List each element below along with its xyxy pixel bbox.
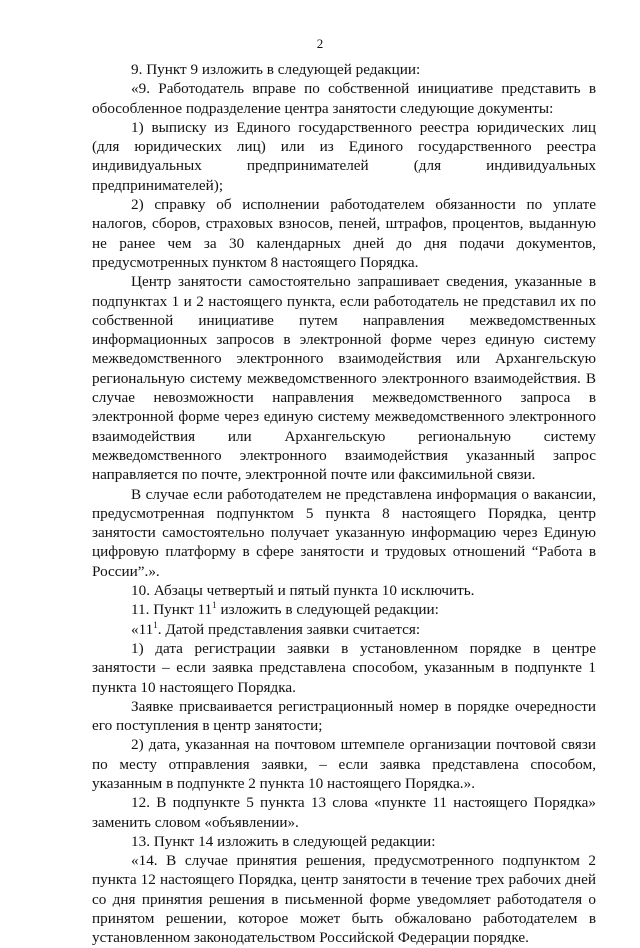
item-11-prefix: 11. Пункт 11 — [131, 601, 213, 619]
paragraph-item-12: 12. В подпункте 5 пункта 13 слова «пункте 11 настоящего Порядка» заменить словом «объявлении». — [92, 794, 596, 831]
page-number: 2 — [316, 36, 324, 51]
paragraph-item-9-heading: 9. Пункт 9 изложить в следующей редакции: — [131, 61, 421, 78]
paragraph-subitem-1: 1) выписку из Единого государственного реестра юридических лиц (для юридических лиц) или из Единого государственного реестра индивидуальных предпринимателей (для индивидуальных предпринимателей); — [92, 118, 596, 194]
paragraph-date-registration: 1) дата регистрации заявки в установленном порядке в центре занятости – если заявка представлена способом, указанным в подпункте 1 пункта 10 настоящего Порядка. — [92, 639, 596, 696]
paragraph-vacancy-info: В случае если работодателем не представлена информация о вакансии, предусмотренная подпунктом 5 пункта 8 настоящего Порядка, центр занятости самостоятельно получает указанную информацию через Единую цифровую платформу в сфере занятости и трудовых отношений “Работа в России”.». — [92, 485, 596, 580]
paragraph-item-13: 13. Пункт 14 изложить в следующей редакции: — [131, 832, 436, 850]
paragraph-item-9-text: «9. Работодатель вправе по собственной инициативе представить в обособленное подразделение центра занятости следующие документы: — [92, 80, 596, 117]
item-11-1-prefix: «11 — [131, 620, 154, 638]
paragraph-registration-number: Заявке присваивается регистрационный номер в порядке очередности его поступления в центр занятости; — [92, 697, 596, 735]
paragraph-item-11-1-text — [92, 620, 596, 639]
paragraph-item-10: 10. Абзацы четвертый и пятый пункта 10 исключить. — [131, 582, 475, 600]
item-11-suffix: изложить в следующей редакции: — [216, 601, 439, 619]
paragraph-request-info: Центр занятости самостоятельно запрашивает сведения, указанные в подпунктах 1 и 2 настоящего пункта, если работодатель не представил их по собственной инициативе путем направления межведомственных информационных запросов в электронной форме через единую систему межведомственного электронного взаимодействия или Архангельскую региональную систему межведомственного электронного взаимодействия. В случае невозможности направления межведомственного запроса в электронной форме через единую систему межведомственного электронного взаимодействия или Архангельскую региональную систему межведомственного электронного взаимодействия указанный запрос направляется по почте, электронной почте или факсимильной связи. — [92, 273, 596, 484]
superscript-index: 1 — [212, 600, 217, 611]
item-11-1-suffix: . Датой представления заявки считается: — [157, 620, 421, 638]
paragraph-postmark-date: 2) дата, указанная на почтовом штемпеле организации почтовой связи по месту отправления заявки, – если заявка представлена способом, указанным в подпункте 2 пункта 10 настоящего Порядка.». — [92, 736, 596, 792]
paragraph-subitem-2: 2) справку об исполнении работодателем обязанности по уплате налогов, сборов, страховых взносов, пеней, штрафов, процентов, выданную не ранее чем за 30 календарных дней до дня подачи документов, предусмотренных пунктом 8 настоящего Порядка. — [92, 196, 596, 271]
paragraph-item-14-text: «14. В случае принятия решения, предусмотренного подпунктом 2 пункта 12 настоящего Порядка, центр занятости в течение трех рабочих дней со дня принятия решения в письменной форме уведомляет работодателя о принятом решении, которое может быть обжаловано работодателем в установленном законодательством Российской Федерации порядке. — [92, 852, 596, 947]
paragraph-item-11-heading — [92, 600, 596, 619]
superscript-index: 1 — [153, 619, 158, 630]
document-body — [92, 60, 596, 948]
